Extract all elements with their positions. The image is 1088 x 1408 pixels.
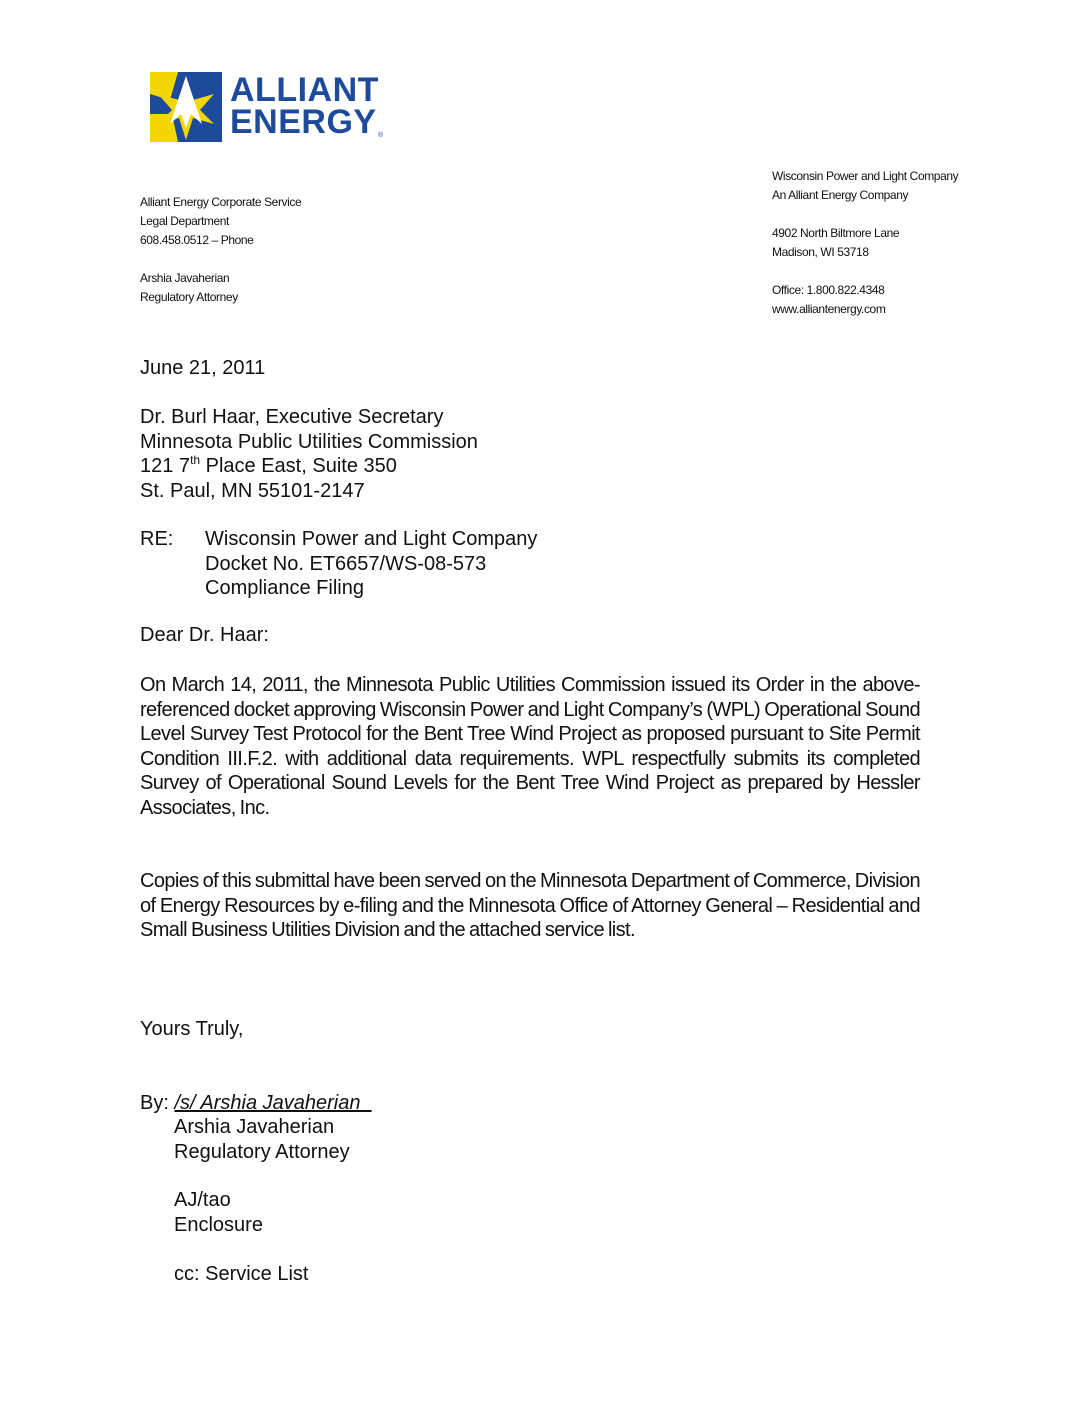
re-label: RE: [140, 528, 174, 550]
addressee-name: Dr. Burl Haar, Executive Secretary [140, 406, 444, 428]
ordinal-suffix: th [190, 453, 201, 467]
company-header [772, 167, 958, 319]
body-paragraph-2: Copies of this submittal have been served on the Minnesota Department of Commerce, Division of Energy Resources by e-filing and the Minnesota Office of Attorney General – Residential and Small Business Utilities Division and the attached service list. [140, 870, 920, 942]
logo-line-1: ALLIANT [230, 71, 379, 109]
sender-header [140, 193, 301, 307]
re-lines [205, 527, 537, 601]
addressee-block [140, 405, 478, 503]
cc-line: cc: Service List [174, 1263, 309, 1285]
e-signature: /s/ Arshia Javaherian [174, 1092, 372, 1114]
logo-wordmark [230, 71, 379, 141]
typist-initials: AJ/tao [174, 1189, 231, 1211]
by-label: By: [140, 1092, 175, 1114]
signer-block [174, 1115, 350, 1164]
company-subtitle: An Alliant Energy Company [772, 188, 909, 202]
salutation: Dear Dr. Haar: [140, 624, 269, 646]
enclosure-note: Enclosure [174, 1213, 263, 1236]
re-docket: Docket No. ET6657/WS-08-573 [205, 552, 487, 575]
company-name: Wisconsin Power and Light Company [772, 169, 959, 183]
sender-name: Arshia Javaherian [140, 271, 230, 285]
signer-name: Arshia Javaherian [174, 1116, 335, 1138]
sender-department: Legal Department [140, 214, 229, 228]
signature-line [140, 1091, 372, 1116]
sender-phone: 608.458.0512 – Phone [140, 233, 254, 247]
company-office-phone: Office: 1.800.822.4348 [772, 283, 885, 297]
signer-title: Regulatory Attorney [174, 1140, 350, 1163]
company-street: 4902 North Biltmore Lane [772, 226, 900, 240]
closing: Yours Truly, [140, 1018, 244, 1040]
company-city: Madison, WI 53718 [772, 245, 869, 259]
letter-date: June 21, 2011 [140, 357, 266, 379]
addressee-city: St. Paul, MN 55101-2147 [140, 479, 365, 502]
addressee-org: Minnesota Public Utilities Commission [140, 430, 478, 453]
sender-org: Alliant Energy Corporate Service [140, 195, 302, 209]
street-number: 121 7 [140, 455, 191, 477]
sender-title: Regulatory Attorney [140, 290, 238, 304]
logo-line-2: ENERGY [230, 103, 377, 141]
reference-block [174, 1188, 263, 1237]
star-logo-icon [150, 72, 222, 142]
street-name: Place East, Suite 350 [200, 455, 397, 477]
addressee-street [140, 454, 478, 479]
company-logo [150, 72, 385, 142]
company-website: www.alliantenergy.com [772, 302, 886, 316]
registered-mark: ® [378, 132, 384, 139]
re-company: Wisconsin Power and Light Company [205, 528, 538, 550]
body-paragraph-1: On March 14, 2011, the Minnesota Public Utilities Commission issued its Order in the above-referenced docket approving Wisconsin Power and Light Company’s (WPL) Operational Sound Level Survey Test Protocol for the Bent Tree Wind Project as proposed pursuant to Site Permit Condition III.F.2. with additional data requirements. WPL respectfully submits its completed Survey of Operational Sound Levels for the Bent Tree Wind Project as prepared by Hessler Associates, Inc. [140, 674, 920, 819]
re-filing-type: Compliance Filing [205, 577, 364, 599]
